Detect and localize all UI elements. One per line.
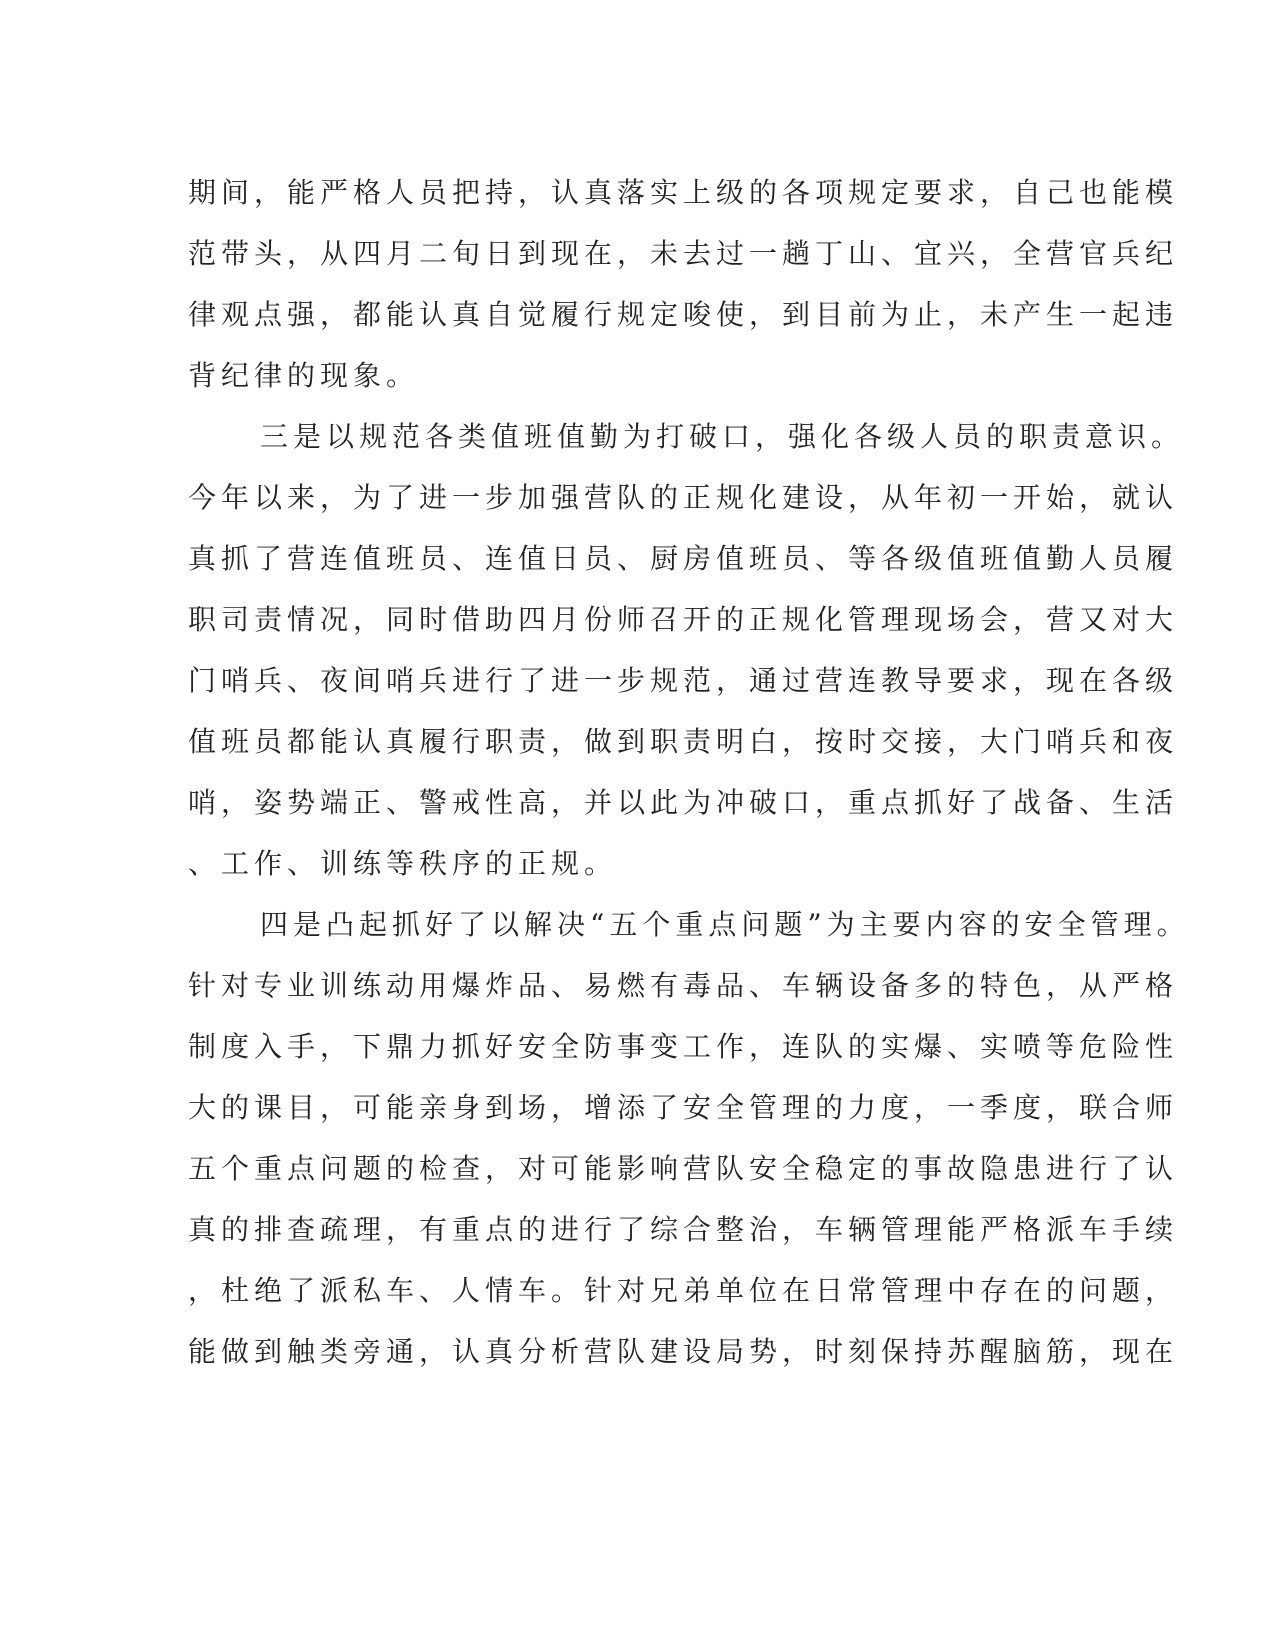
text-line: 门哨兵、夜间哨兵进行了进一步规范，通过营连教导要求，现在各级 (188, 664, 1179, 697)
text-line: 职司责情况，同时借助四月份师召开的正规化管理现场会，营又对大 (188, 603, 1179, 636)
text-line: 期间，能严格人员把持，认真落实上级的各项规定要求，自己也能模 (188, 176, 1179, 209)
text-line: 、工作、训练等秩序的正规。 (188, 847, 618, 880)
text-line: 范带头，从四月二旬日到现在，未去过一趟丁山、宜兴，全营官兵纪 (188, 237, 1179, 270)
text-line: 真的排查疏理，有重点的进行了综合整治，车辆管理能严格派车手续 (188, 1213, 1179, 1246)
text-line: 五个重点问题的检查，对可能影响营队安全稳定的事故隐患进行了认 (188, 1152, 1179, 1185)
paragraph-start-line: 三是以规范各类值班值勤为打破口，强化各级人员的职责意识。 (260, 420, 1185, 453)
paragraph-start-line: 四是凸起抓好了以解决“五个重点问题”为主要内容的安全管理。 (260, 908, 1190, 941)
text-line: 大的课目，可能亲身到场，增添了安全管理的力度，一季度，联合师 (188, 1091, 1179, 1124)
text-line: ，杜绝了派私车、人情车。针对兄弟单位在日常管理中存在的问题， (188, 1274, 1179, 1307)
text-line: 哨，姿势端正、警戒性高，并以此为冲破口，重点抓好了战备、生活 (188, 786, 1179, 819)
body-text (188, 162, 1190, 1382)
text-line: 真抓了营连值班员、连值日员、厨房值班员、等各级值班值勤人员履 (188, 542, 1179, 575)
text-line: 针对专业训练动用爆炸品、易燃有毒品、车辆设备多的特色，从严格 (188, 969, 1179, 1002)
text-line: 今年以来，为了进一步加强营队的正规化建设，从年初一开始，就认 (188, 481, 1179, 514)
text-line: 律观点强，都能认真自觉履行规定唆使，到目前为止，未产生一起违 (188, 298, 1179, 331)
text-line: 值班员都能认真履行职责，做到职责明白，按时交接，大门哨兵和夜 (188, 725, 1179, 758)
text-line: 背纪律的现象。 (188, 359, 420, 392)
text-line: 制度入手，下鼎力抓好安全防事变工作，连队的实爆、实喷等危险性 (188, 1030, 1179, 1063)
text-line: 能做到触类旁通，认真分析营队建设局势，时刻保持苏醒脑筋，现在 (188, 1335, 1179, 1368)
